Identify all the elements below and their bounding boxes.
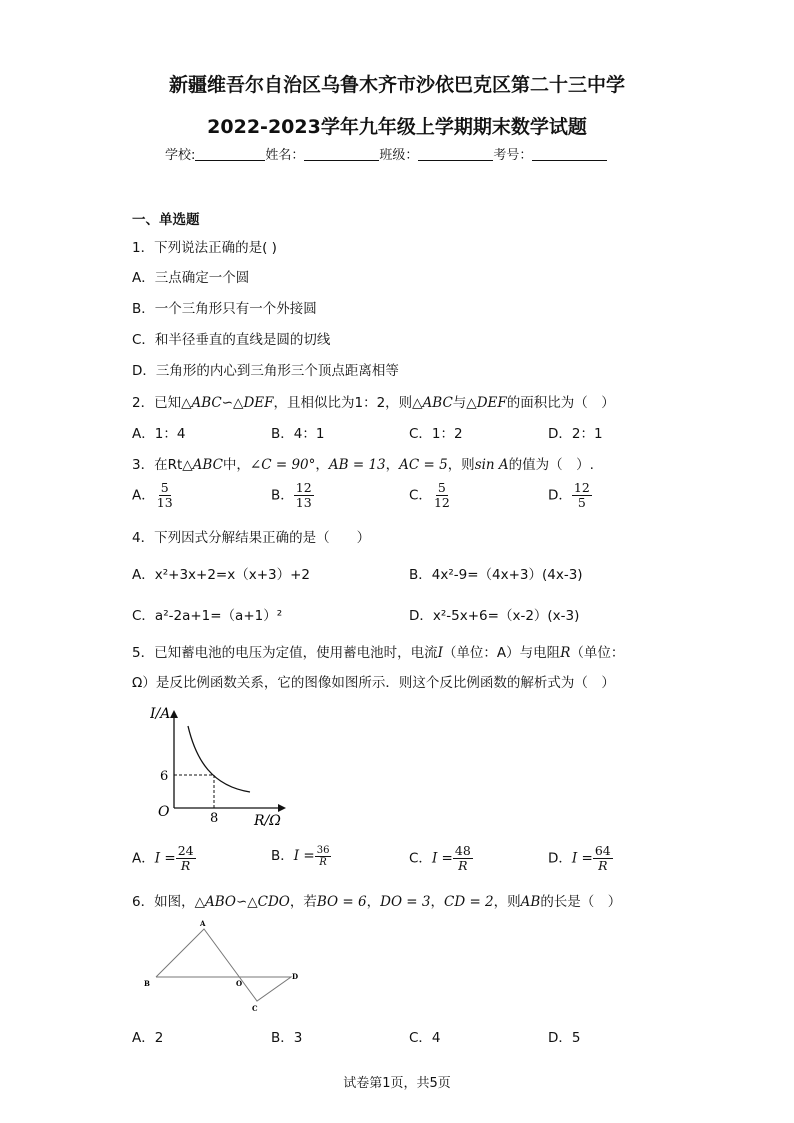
origin-label: O — [158, 804, 170, 820]
y-axis-arrow-icon — [170, 710, 178, 718]
q2-option-b: B．4：1 — [271, 426, 325, 442]
q1-option-a: A．三点确定一个圆 — [132, 270, 250, 286]
q2-option-d: D．2：1 — [548, 426, 603, 442]
q3-option-b: B． $\frac{12}{13}$ — [271, 480, 312, 510]
q6-option-c: C．4 — [409, 1030, 441, 1046]
section-title: 一、单选题 — [132, 212, 200, 228]
x-axis-arrow-icon — [278, 804, 286, 812]
q5-option-a: A．I = $\frac{24}{R}$ — [132, 843, 194, 873]
y-tick-label: 6 — [160, 769, 169, 784]
q6-option-b: B．3 — [271, 1030, 303, 1046]
q5-stem-line1: 5．已知蓄电池的电压为定值，使用蓄电池时，电流I（单位：A）与电阻R（单位： — [132, 645, 625, 661]
q4-option-a: A．x²+3x+2=x（x+3）+2 — [132, 567, 311, 583]
q3-stem: 3．在Rt△ABC中，∠C = 90°，AB = 13，AC = 5，则sin A的值为（ ）. — [132, 457, 594, 473]
q5-stem-line2: Ω）是反比例函数关系，它的图像如图所示．则这个反比例函数的解析式为（ ） — [132, 675, 615, 691]
id-label: 考号： — [493, 148, 533, 163]
triangle-figure-lines — [156, 929, 291, 1001]
y-axis-label: I/A — [150, 706, 171, 722]
x-axis-label: R/Ω — [254, 813, 281, 829]
q1-option-d: D．三角形的内心到三角形三个顶点距离相等 — [132, 363, 399, 379]
student-info-row — [165, 144, 607, 163]
q4-option-b: B．4x²-9=（4x+3）(4x-3) — [409, 567, 583, 583]
q4-stem: 4．下列因式分解结果正确的是（ ） — [132, 530, 371, 546]
exam-title-line1: 新疆维吾尔自治区乌鲁木齐市沙依巴克区第二十三中学 — [168, 74, 625, 96]
q6-similar-triangles-figure — [140, 915, 310, 1015]
school-blank[interactable] — [195, 147, 265, 161]
q1-stem: 1．下列说法正确的是( ) — [132, 240, 277, 256]
q4-option-d: D．x²-5x+6=（x-2）(x-3) — [409, 608, 580, 624]
q5-option-c: C．I = $\frac{48}{R}$ — [409, 843, 471, 873]
q1-option-b: B．一个三角形只有一个外接圆 — [132, 301, 317, 317]
class-blank[interactable] — [418, 147, 493, 161]
name-blank[interactable] — [304, 147, 379, 161]
q3-option-d: D． $\frac{12}{5}$ — [548, 480, 590, 510]
q4-option-c: C．a²-2a+1=（a+1）² — [132, 608, 283, 624]
exam-title-line2: 2022-2023学年九年级上学期期末数学试题 — [207, 116, 587, 138]
q6-option-d: D．5 — [548, 1030, 581, 1046]
q5-inverse-function-graph — [150, 700, 290, 830]
q3-option-a: A． $\frac{5}{13}$ — [132, 480, 173, 510]
name-label: 姓名： — [265, 148, 305, 163]
q5-option-b: B．I = $\frac{36}{R}$ — [271, 844, 330, 868]
x-tick-label: 8 — [210, 811, 219, 826]
inverse-curve — [188, 726, 250, 792]
q2-option-a: A．1：4 — [132, 426, 186, 442]
q2-option-c: C．1：2 — [409, 426, 463, 442]
q6-option-a: A．2 — [132, 1030, 164, 1046]
q6-stem: 6．如图，△ABO∽△CDO，若BO = 6，DO = 3，CD = 2，则AB的长是（ ） — [132, 894, 622, 910]
page-footer: 试卷第1页，共5页 — [343, 1076, 451, 1091]
q1-option-c: C．和半径垂直的直线是圆的切线 — [132, 332, 331, 348]
point-a-label: A — [200, 919, 206, 928]
q5-option-d: D．I = $\frac{64}{R}$ — [548, 843, 611, 873]
point-o-label: O — [236, 979, 243, 988]
q2-stem: 2．已知△ABC∽△DEF，且相似比为1：2，则△ABC与△DEF的面积比为（ ） — [132, 395, 615, 411]
point-d-label: D — [292, 972, 299, 981]
point-b-label: B — [144, 979, 150, 988]
point-c-label: C — [252, 1004, 258, 1013]
school-label: 学校: — [165, 148, 196, 163]
id-blank[interactable] — [532, 147, 607, 161]
q3-option-c: C． $\frac{5}{12}$ — [409, 480, 450, 510]
class-label: 班级： — [379, 148, 419, 163]
